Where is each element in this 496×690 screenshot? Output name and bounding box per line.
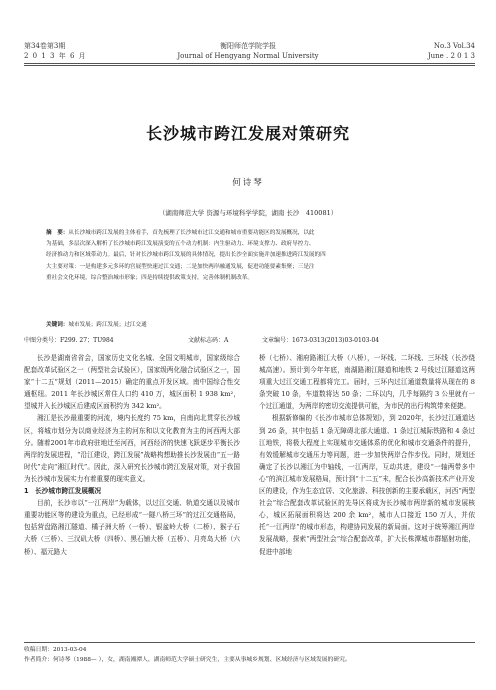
keywords-text: 城市发展；跨江发展；过江交通 <box>68 322 147 328</box>
header-issue: 第34卷第3期 <box>24 42 66 50</box>
header-date-en: June . 2 0 1 3 <box>427 52 475 60</box>
header-journal-cn: 衡阳师范学院学报 <box>220 42 276 50</box>
keywords <box>46 320 451 331</box>
received-date: 收稿日期：2013-03-04 <box>24 647 87 653</box>
header-journal-en: Journal of Hengyang Normal University <box>177 52 319 60</box>
abstract-line: 经济推动力和区域带动力。最后，针对长沙城市跨江发展的具体情况，提出长沙全面实施并加速推进跨江发展的四 <box>46 252 326 259</box>
header-vol-en: No.3 Vol.34 <box>433 42 475 50</box>
header-date: 2 0 1 3 年 6 月 <box>24 52 87 60</box>
body-paragraph: 长沙是湖南省省会，国家历史文化名城、全国文明城市，国家级综合配套改革试验区之一（两型社会试验区），国家级两化融合试验区之一，国家“十二五”规划（2011—2015）确定的重点开发区域。南中国综合性交通枢纽。2011 年长沙城区常住人口约 410 万，城区面积 1 938 km²，望城并入长沙城区后建成区面积约为 342 km²。 <box>24 354 240 411</box>
header-rule <box>24 63 475 64</box>
section-heading: 1 长沙城市跨江发展概况 <box>24 487 102 496</box>
header-rule-thin <box>24 65 475 66</box>
author-affiliation: （湖南师范大学 资源与环境科学学院，湖南 长沙 410081） <box>158 209 338 217</box>
article-author: 何诗琴 <box>232 178 264 188</box>
body-right-column <box>259 352 475 558</box>
abstract <box>46 228 451 284</box>
body-paragraph: 桥（七桥）、湘府路湘江大桥（八桥），一环线、二环线、三环线（长沙绕城高速）。预计到今年年底，南湖路湘江隧道和地铁 2 号线过江隧道这两项重大过江交通工程都将完工。届时，三环内过江通道数量将从现在的 8 条突破 10 条，车道数将达 50 条；二环以内，几乎每隔约 3 公里就有一个过江通道，为两岸的密切交流提供可能，为市民的出行构筑带来便捷。 <box>259 354 475 411</box>
abstract-line: 重社会文化环境，综合整治城市形象；四是持续提供政策支持，完善体制机制改革。 <box>46 274 253 281</box>
keywords-label: 关键词： <box>46 322 69 328</box>
footnote-rule <box>24 642 475 643</box>
body-paragraph: 根据新修编的《长沙市城市总体规划》，到 2020年，长沙过江通道达到 26 条，其中包括 1 条无障碍北部大通道、1 条过江城际铁路和 4 条过江地铁，将极大程度上实现城市交通体系的优化和城市交通条件的提升，有效缓解城市交通压力等问题，进一步加快两岸合作步伐。同时，规划还确定了长沙以湘江为中轴线，一江两岸，互动共进，建设“一轴两带多中心”的滨江城市发展格局，预计到“十二五”末，配合长沙高新技术产业开发区的建设，作为生态宜居、文化旅游、科技创新的主要承载区，河西“两型社会”综合配套改革试验区的先导区将成为长沙城市两岸新的城市发展核心，城区拓展面积将达 200 余 km²，城市人口接近 150 万人，并依托“一江两岸”的城市形态，构建协同发展的新局面。这对于统筹湘江两岸发展战略，探索“两型社会”综合配套改革，扩大长株潭城市群辐射功能，促进中部地 <box>259 414 475 556</box>
body-paragraph: 湘江是长沙最重要的河流，境内长度约 75 km，自南向北贯穿长沙城区，将城市划分为以商业经济为主的河东和以文化教育为主的河西两大部分。随着2001年市政府驻地迁至河西，河西经济的快速飞跃逐步平衡长沙两岸的发展进程，“沿江建设，跨江发展”战略构想助推长沙发展由“五一路时代”走向“湘江时代”。因此，深入研究长沙城市跨江发展对策，对于我国为长沙城市发展实力有着重要的现实意义。 <box>24 414 240 483</box>
article-title: 长沙城市跨江发展对策研究 <box>145 124 350 143</box>
body-left-column <box>24 352 240 558</box>
abstract-line: 为基础，多层次深入解析了长沙城市跨江发展演变的五个动力机制：内生驱动力、环境支撑力、政府导控力、 <box>46 241 315 248</box>
document-code: 文献标志码：A <box>188 337 229 344</box>
abstract-line: 从长沙城市跨江发展的主体看手，首先梳理了长沙城市过江交通和城市重要功能区的发展概况，以此 <box>68 230 315 236</box>
body-paragraph: 目前，长沙市以“一江两岸”为载体，以过江交通、轨道交通以及城市重要功能区等的建设为重点，已经形成“一隧八桥三环”的过江交通格局，包括营盘路湘江隧道、橘子洲大桥（一桥）、银盆岭大桥（二桥）、猴子石大桥（三桥）、三汊矶大桥（四桥）、黑石铺大桥（五桥）、月亮岛大桥（六桥）、福元路大 <box>24 499 240 556</box>
abstract-line: 大主要对策：一是构建多元多环的宫展型快速过江交通；二是加快两岸融通发展，促进功能要素集聚；三是注 <box>46 263 315 270</box>
article-number: 文章编号：1673-0313(2013)03-0103-04 <box>262 337 380 344</box>
clc-number: 中图分类号：F299. 27；TU984 <box>24 337 114 344</box>
author-bio: 作者简介：何诗琴（1988— ），女，湖南湘潭人，湖南师范大学硕士研究生，主要从事城乡规划、区域经济与区域发展的研究。 <box>24 657 351 663</box>
abstract-label: 摘 要： <box>46 230 69 236</box>
